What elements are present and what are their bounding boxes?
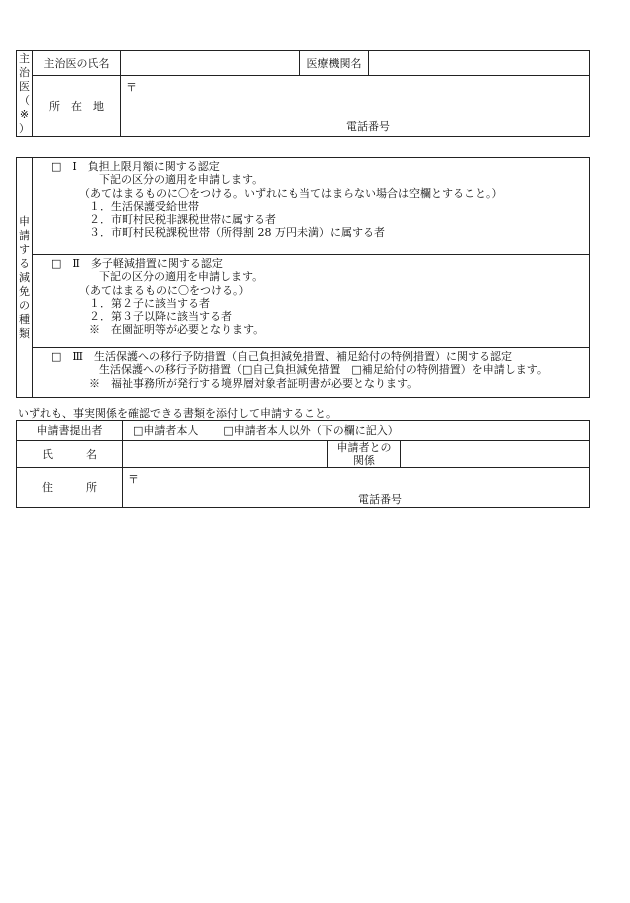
postal-mark: 〒 — [128, 473, 139, 486]
doctor-address-label: 所 在 地 — [33, 76, 121, 137]
doctor-table — [16, 50, 590, 137]
submitter-label: 申請書提出者 — [17, 421, 123, 441]
submitter-address-label: 住 所 — [17, 468, 123, 508]
reduction-table — [16, 157, 590, 398]
side-char: （ — [19, 93, 30, 107]
side-char: 減 — [19, 270, 30, 284]
side-char: 治 — [19, 65, 30, 79]
submitter-self-option[interactable]: □申請者本人 — [133, 424, 199, 437]
doctor-address-field[interactable] — [121, 76, 590, 137]
doctor-name-field[interactable] — [121, 51, 300, 76]
relation-label: 申請者との関係 — [328, 441, 401, 468]
section-2-note: ※ 在園証明等が必要となります。 — [89, 323, 265, 337]
submitter-other-option[interactable]: □申請者本人以外（下の欄に記入） — [223, 424, 399, 437]
section-1-line: 下記の区分の適用を申請します。 — [99, 173, 264, 187]
attachment-note: いずれも、事実関係を確認できる書類を添付して申請すること。 — [18, 407, 337, 420]
section-2-option[interactable]: ２．第３子以降に該当する者 — [89, 310, 232, 324]
side-char: 免 — [19, 284, 30, 298]
side-char: す — [19, 242, 30, 256]
section-1-option[interactable]: ２．市町村民税非課税世帯に属する者 — [89, 213, 276, 227]
submitter-name-field[interactable] — [123, 441, 328, 468]
section-3-note: ※ 福祉事務所が発行する境界層対象者証明書が必要となります。 — [89, 376, 419, 390]
postal-mark: 〒 — [126, 81, 137, 94]
side-char: 申 — [19, 214, 30, 228]
section-1 — [33, 158, 590, 255]
section-1-line: （あてはまるものに〇をつける。いずれにも当てはまらない場合は空欄とすること。） — [79, 186, 503, 200]
institution-label: 医療機関名 — [300, 51, 369, 76]
side-char: 種 — [19, 312, 30, 326]
submitter-name-label: 氏 名 — [17, 441, 123, 468]
side-char: 類 — [19, 326, 30, 340]
doctor-phone-label: 電話番号 — [346, 120, 390, 133]
section-1-option[interactable]: ３．市町村民税課税世帯（所得割 28 万円未満）に属する者 — [89, 226, 385, 240]
side-char: ） — [19, 121, 30, 135]
institution-field[interactable] — [369, 51, 590, 76]
side-char: 主 — [19, 51, 30, 65]
section-2 — [33, 255, 590, 348]
section-2-title[interactable]: □ Ⅱ 多子軽減措置に関する認定 — [51, 257, 223, 270]
relation-field[interactable] — [401, 441, 590, 468]
doctor-name-label: 主治医の氏名 — [33, 51, 121, 76]
section-1-title[interactable]: □ Ⅰ 負担上限月額に関する認定 — [51, 160, 220, 173]
submitter-address-field[interactable] — [123, 468, 590, 508]
section-3-title[interactable]: □ Ⅲ 生活保護への移行予防措置（自己負担減免措置、補足給付の特例措置）に関する認定 — [51, 350, 512, 363]
side-char: 医 — [19, 79, 30, 93]
side-char: る — [19, 256, 30, 270]
section-3-line[interactable]: 生活保護への移行予防措置（□自己負担減免措置 □補足給付の特例措置）を申請します。 — [99, 363, 548, 377]
side-char: ※ — [19, 107, 30, 121]
submitter-phone-label: 電話番号 — [358, 493, 402, 506]
section-1-option[interactable]: １．生活保護受給世帯 — [89, 199, 199, 213]
submitter-options — [123, 421, 590, 441]
side-char: の — [19, 298, 30, 312]
section-2-option[interactable]: １．第２子に該当する者 — [89, 296, 210, 310]
side-char: 請 — [19, 228, 30, 242]
section-2-line: 下記の区分の適用を申請します。 — [99, 270, 264, 284]
section-3 — [33, 348, 590, 398]
section-2-line: （あてはまるものに〇をつける。） — [79, 283, 250, 297]
doctor-side-label — [17, 51, 33, 137]
reduction-side-label — [17, 158, 33, 398]
submitter-table — [16, 420, 590, 508]
